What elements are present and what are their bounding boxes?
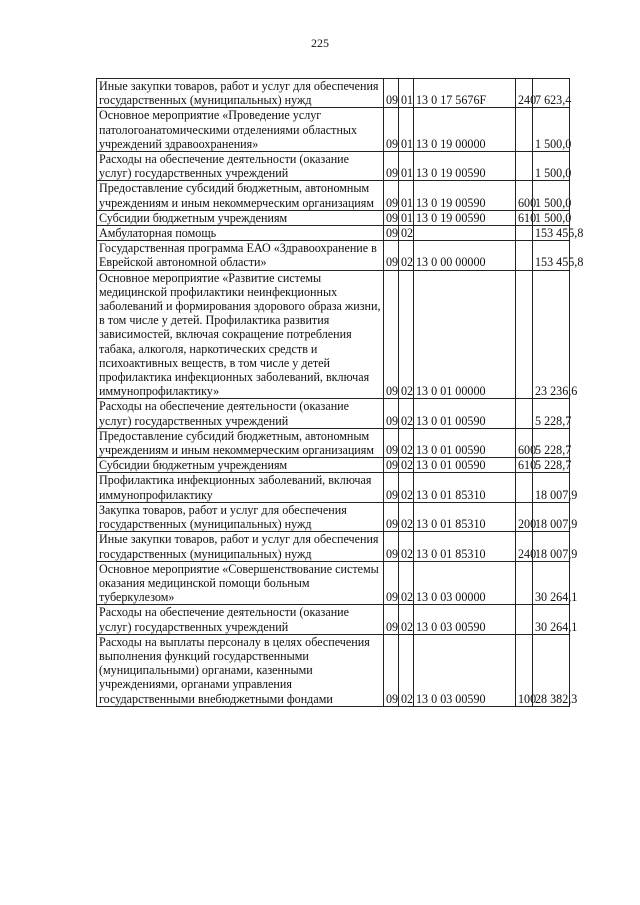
amount-cell: 1 500,0 bbox=[533, 181, 570, 210]
row-name-cell: Расходы на обеспечение деятельности (оказание услуг) государственных учреждений bbox=[97, 605, 384, 634]
expense-type-code-cell: 600 bbox=[516, 181, 533, 210]
target-article-code-cell: 13 0 01 85310 bbox=[414, 532, 516, 561]
subsection-code-cell: 02 bbox=[399, 634, 414, 706]
budget-table bbox=[96, 78, 584, 707]
expense-type-code-cell bbox=[516, 270, 533, 399]
amount-cell: 1 500,0 bbox=[533, 210, 570, 225]
section-code-cell: 09 bbox=[384, 241, 399, 270]
row-name-cell: Закупка товаров, работ и услуг для обеспечения государственных (муниципальных) нужд bbox=[97, 502, 384, 531]
section-code-cell: 09 bbox=[384, 473, 399, 502]
section-code-cell: 09 bbox=[384, 605, 399, 634]
row-name-cell: Амбулаторная помощь bbox=[97, 226, 384, 241]
page-number: 225 bbox=[311, 36, 329, 50]
target-article-code-cell: 13 0 03 00000 bbox=[414, 561, 516, 605]
subsection-code-cell: 02 bbox=[399, 241, 414, 270]
amount-cell: 1 500,0 bbox=[533, 108, 570, 152]
target-article-code-cell: 13 0 19 00590 bbox=[414, 152, 516, 181]
expense-type-code-cell bbox=[516, 226, 533, 241]
target-article-code-cell: 13 0 17 5676F bbox=[414, 79, 516, 108]
target-article-code-cell: 13 0 03 00590 bbox=[414, 634, 516, 706]
subsection-code-cell: 02 bbox=[399, 270, 414, 399]
section-code-cell: 09 bbox=[384, 561, 399, 605]
amount-cell: 23 236,6 bbox=[533, 270, 570, 399]
row-name-cell: Предоставление субсидий бюджетным, автономным учреждениям и иным некоммерческим организациям bbox=[97, 181, 384, 210]
amount-cell: 7 623,4 bbox=[533, 79, 570, 108]
table-row bbox=[97, 561, 570, 605]
expense-type-code-cell: 600 bbox=[516, 428, 533, 457]
subsection-code-cell: 02 bbox=[399, 605, 414, 634]
target-article-code-cell: 13 0 19 00000 bbox=[414, 108, 516, 152]
subsection-code-cell: 02 bbox=[399, 532, 414, 561]
section-code-cell: 09 bbox=[384, 181, 399, 210]
table-row bbox=[97, 270, 570, 399]
section-code-cell: 09 bbox=[384, 532, 399, 561]
expense-type-code-cell bbox=[516, 605, 533, 634]
budget-table-body bbox=[97, 79, 584, 707]
subsection-code-cell: 01 bbox=[399, 210, 414, 225]
row-name-cell: Профилактика инфекционных заболеваний, включая иммунопрофилактику bbox=[97, 473, 384, 502]
subsection-code-cell: 02 bbox=[399, 502, 414, 531]
expense-type-code-cell: 240 bbox=[516, 79, 533, 108]
table-row bbox=[97, 226, 570, 241]
table-row bbox=[97, 108, 570, 152]
row-name-cell: Государственная программа ЕАО «Здравоохранение в Еврейской автономной области» bbox=[97, 241, 384, 270]
row-name-cell: Основное мероприятие «Проведение услуг патологоанатомическими отделениями областных учреждений здравоохранения» bbox=[97, 108, 384, 152]
amount-cell: 5 228,7 bbox=[533, 399, 570, 428]
amount-cell: 1 500,0 bbox=[533, 152, 570, 181]
expense-type-code-cell: 100 bbox=[516, 634, 533, 706]
target-article-code-cell: 13 0 19 00590 bbox=[414, 181, 516, 210]
row-name-cell: Расходы на обеспечение деятельности (оказание услуг) государственных учреждений bbox=[97, 399, 384, 428]
expense-type-code-cell bbox=[516, 152, 533, 181]
expense-type-code-cell bbox=[516, 108, 533, 152]
table-row bbox=[97, 458, 570, 473]
row-name-cell: Основное мероприятие «Развитие системы медицинской профилактики неинфекционных заболеваний и формирования здорового образа жизни, в том числе у детей. Профилактика развития зависимостей, включая сокращение потребления табака, алкоголя, наркотических средств и психоактивных веществ, в том числе у детей профилактика инфекционных заболеваний, включая иммунопрофилактику» bbox=[97, 270, 384, 399]
subsection-code-cell: 02 bbox=[399, 561, 414, 605]
amount-cell: 30 264,1 bbox=[533, 561, 570, 605]
amount-cell: 28 382,3 bbox=[533, 634, 570, 706]
section-code-cell: 09 bbox=[384, 152, 399, 181]
section-code-cell: 09 bbox=[384, 210, 399, 225]
target-article-code-cell: 13 0 01 00590 bbox=[414, 428, 516, 457]
amount-cell: 18 007,9 bbox=[533, 532, 570, 561]
section-code-cell: 09 bbox=[384, 226, 399, 241]
table-row bbox=[97, 502, 570, 531]
row-name-cell: Субсидии бюджетным учреждениям bbox=[97, 210, 384, 225]
expense-type-code-cell bbox=[516, 561, 533, 605]
table-row bbox=[97, 605, 570, 634]
subsection-code-cell: 02 bbox=[399, 226, 414, 241]
subsection-code-cell: 02 bbox=[399, 399, 414, 428]
expense-type-code-cell bbox=[516, 473, 533, 502]
table-row bbox=[97, 399, 570, 428]
row-name-cell: Иные закупки товаров, работ и услуг для обеспечения государственных (муниципальных) нужд bbox=[97, 79, 384, 108]
section-code-cell: 09 bbox=[384, 108, 399, 152]
table-row bbox=[97, 79, 570, 108]
table-row bbox=[97, 532, 570, 561]
row-name-cell: Расходы на выплаты персоналу в целях обеспечения выполнения функций государственными (муниципальными) органами, казенными учреждениями, органами управления государственными внебюджетными фондами bbox=[97, 634, 384, 706]
amount-cell: 153 455,8 bbox=[533, 241, 570, 270]
amount-cell: 5 228,7 bbox=[533, 428, 570, 457]
table-row bbox=[97, 152, 570, 181]
amount-cell: 30 264,1 bbox=[533, 605, 570, 634]
row-name-cell: Основное мероприятие «Совершенствование системы оказания медицинской помощи больным туберкулезом» bbox=[97, 561, 384, 605]
target-article-code-cell: 13 0 00 00000 bbox=[414, 241, 516, 270]
subsection-code-cell: 01 bbox=[399, 108, 414, 152]
target-article-code-cell bbox=[414, 226, 516, 241]
expense-type-code-cell: 610 bbox=[516, 458, 533, 473]
expense-type-code-cell: 200 bbox=[516, 502, 533, 531]
table-row bbox=[97, 428, 570, 457]
subsection-code-cell: 01 bbox=[399, 152, 414, 181]
table-row bbox=[97, 210, 570, 225]
target-article-code-cell: 13 0 19 00590 bbox=[414, 210, 516, 225]
expense-type-code-cell: 610 bbox=[516, 210, 533, 225]
subsection-code-cell: 01 bbox=[399, 79, 414, 108]
amount-cell: 18 007,9 bbox=[533, 473, 570, 502]
row-name-cell: Иные закупки товаров, работ и услуг для обеспечения государственных (муниципальных) нужд bbox=[97, 532, 384, 561]
table-row bbox=[97, 473, 570, 502]
expense-type-code-cell bbox=[516, 399, 533, 428]
row-name-cell: Расходы на обеспечение деятельности (оказание услуг) государственных учреждений bbox=[97, 152, 384, 181]
target-article-code-cell: 13 0 01 00590 bbox=[414, 458, 516, 473]
target-article-code-cell: 13 0 01 00590 bbox=[414, 399, 516, 428]
section-code-cell: 09 bbox=[384, 502, 399, 531]
amount-cell: 18 007,9 bbox=[533, 502, 570, 531]
table-row bbox=[97, 241, 570, 270]
row-name-cell: Предоставление субсидий бюджетным, автономным учреждениям и иным некоммерческим организациям bbox=[97, 428, 384, 457]
subsection-code-cell: 02 bbox=[399, 458, 414, 473]
section-code-cell: 09 bbox=[384, 634, 399, 706]
section-code-cell: 09 bbox=[384, 399, 399, 428]
section-code-cell: 09 bbox=[384, 428, 399, 457]
expense-type-code-cell: 240 bbox=[516, 532, 533, 561]
section-code-cell: 09 bbox=[384, 270, 399, 399]
subsection-code-cell: 02 bbox=[399, 473, 414, 502]
amount-cell: 153 455,8 bbox=[533, 226, 570, 241]
section-code-cell: 09 bbox=[384, 458, 399, 473]
target-article-code-cell: 13 0 01 85310 bbox=[414, 473, 516, 502]
table-row bbox=[97, 634, 570, 706]
row-name-cell: Субсидии бюджетным учреждениям bbox=[97, 458, 384, 473]
amount-cell: 5 228,7 bbox=[533, 458, 570, 473]
expense-type-code-cell bbox=[516, 241, 533, 270]
target-article-code-cell: 13 0 01 85310 bbox=[414, 502, 516, 531]
section-code-cell: 09 bbox=[384, 79, 399, 108]
table-row bbox=[97, 181, 570, 210]
target-article-code-cell: 13 0 01 00000 bbox=[414, 270, 516, 399]
target-article-code-cell: 13 0 03 00590 bbox=[414, 605, 516, 634]
subsection-code-cell: 02 bbox=[399, 428, 414, 457]
subsection-code-cell: 01 bbox=[399, 181, 414, 210]
